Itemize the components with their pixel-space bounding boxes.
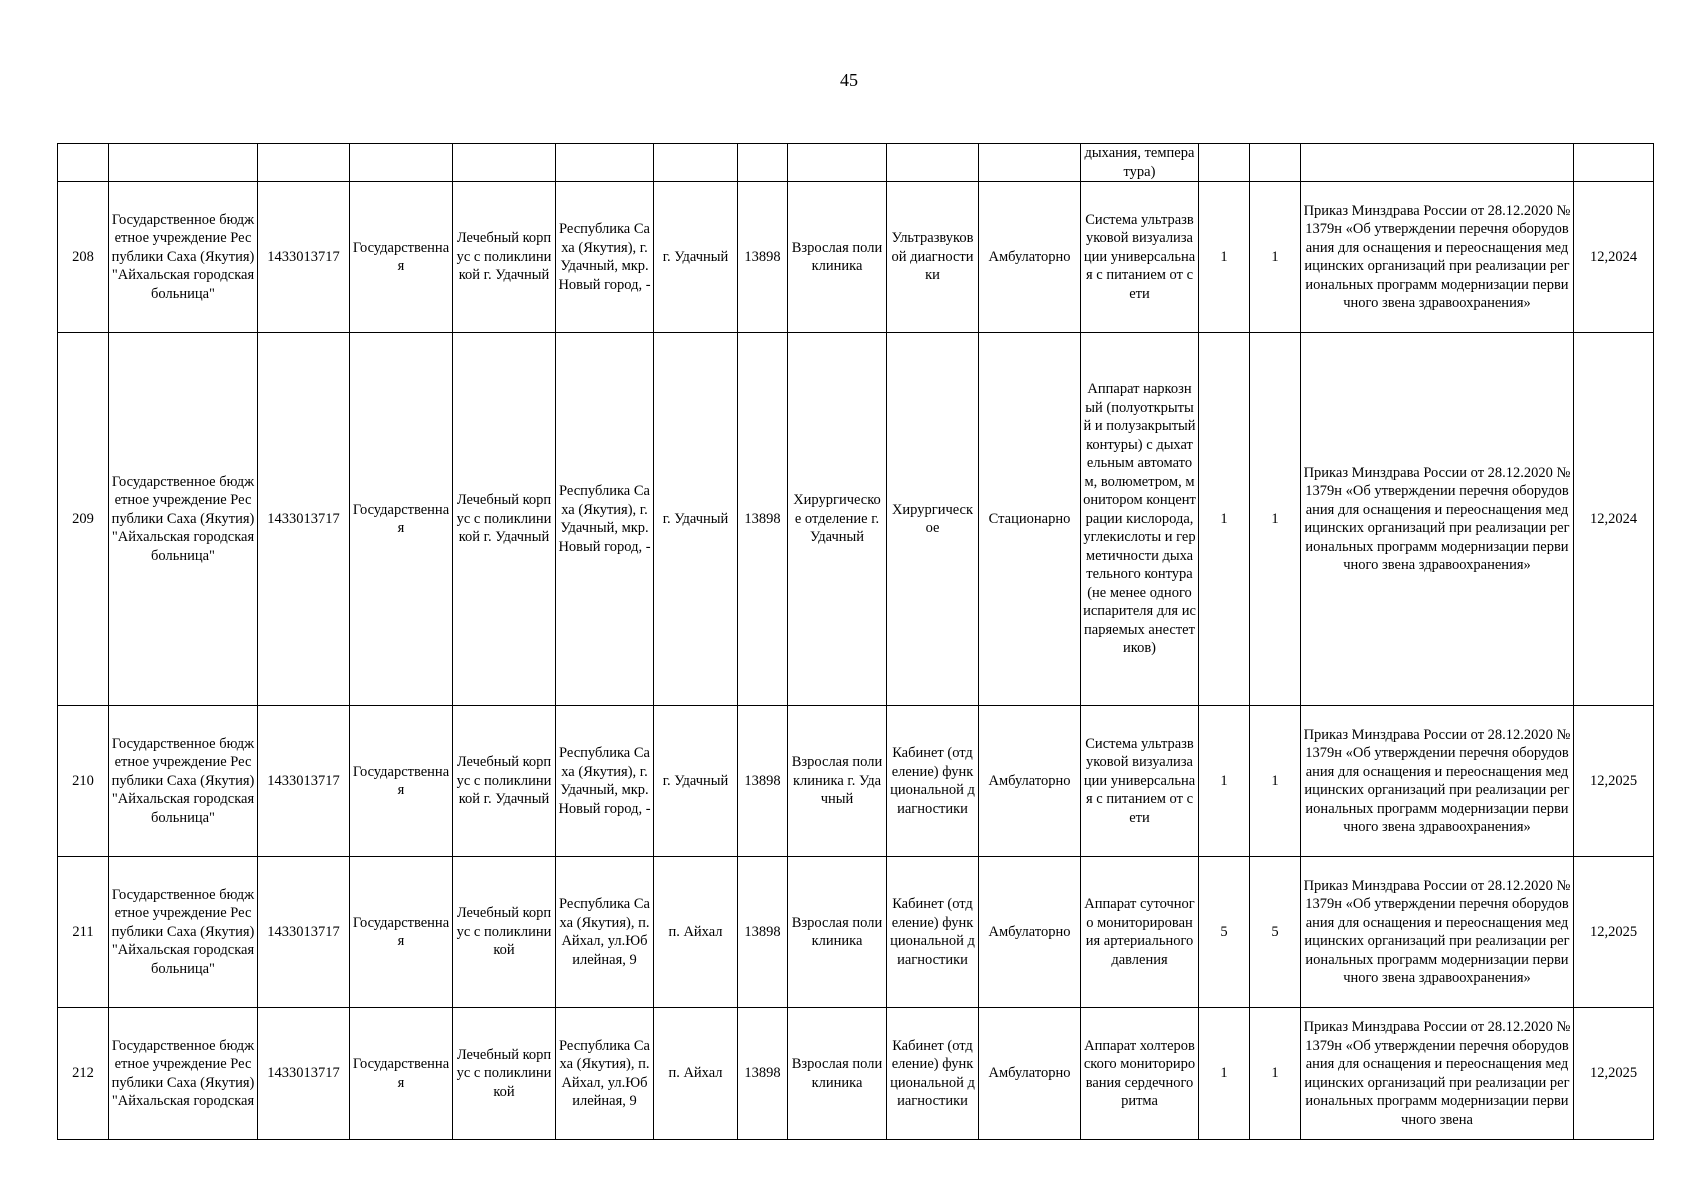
care-type-cell: Амбулаторно bbox=[979, 706, 1081, 857]
locality-cell: г. Удачный bbox=[654, 333, 738, 706]
equipment-cell: Аппарат холтеровского мониторирования сердечного ритма bbox=[1081, 1008, 1199, 1140]
care-type-cell: Стационарно bbox=[979, 333, 1081, 706]
address-cell: Республика Саха (Якутия), г. Удачный, мкр.Новый город, - bbox=[556, 182, 654, 333]
date-cell: 12,2025 bbox=[1574, 1008, 1654, 1140]
locality-cell: г. Удачный bbox=[654, 182, 738, 333]
profile-cell: Кабинет (отделение) функциональной диагностики bbox=[887, 857, 979, 1008]
building-cell: Лечебный корпус с поликлиникой г. Удачный bbox=[453, 706, 556, 857]
organization-cell: Государственное бюджетное учреждение Республики Саха (Якутия) "Айхальская городская больница" bbox=[109, 706, 258, 857]
population-cell: 13898 bbox=[738, 182, 788, 333]
quantity-cell: 1 bbox=[1199, 182, 1250, 333]
inn-cell: 1433013717 bbox=[258, 857, 350, 1008]
row-number-cell: 211 bbox=[58, 857, 109, 1008]
equipment-table bbox=[57, 143, 1654, 1140]
unit-cell: Взрослая поликлиника bbox=[788, 1008, 887, 1140]
equipment-cell: Система ультразвуковой визуализации универсальная с питанием от сети bbox=[1081, 182, 1199, 333]
table-row-continuation bbox=[58, 144, 1654, 182]
basis-cell: Приказ Минздрава России от 28.12.2020 № 1379н «Об утверждении перечня оборудования для оснащения и переоснащения медицинских организаций при реализации региональных программ модернизации первичного звена bbox=[1301, 1008, 1574, 1140]
building-cell: Лечебный корпус с поликлиникой г. Удачный bbox=[453, 333, 556, 706]
basis-cell: Приказ Минздрава России от 28.12.2020 № 1379н «Об утверждении перечня оборудования для оснащения и переоснащения медицинских организаций при реализации региональных программ модернизации первичного звена здравоохранения» bbox=[1301, 182, 1574, 333]
ownership-cell: Государственная bbox=[350, 706, 453, 857]
inn-cell: 1433013717 bbox=[258, 333, 350, 706]
equipment-cell: Система ультразвуковой визуализации универсальная с питанием от сети bbox=[1081, 706, 1199, 857]
quantity-cell: 5 bbox=[1199, 857, 1250, 1008]
date-cell: 12,2024 bbox=[1574, 182, 1654, 333]
locality-cell: г. Удачный bbox=[654, 706, 738, 857]
date-cell: 12,2024 bbox=[1574, 333, 1654, 706]
building-cell: Лечебный корпус с поликлиникой bbox=[453, 857, 556, 1008]
population-cell: 13898 bbox=[738, 333, 788, 706]
profile-cell: Кабинет (отделение) функциональной диагностики bbox=[887, 706, 979, 857]
date-cell: 12,2025 bbox=[1574, 857, 1654, 1008]
building-cell: Лечебный корпус с поликлиникой bbox=[453, 1008, 556, 1140]
page-number: 45 bbox=[840, 70, 858, 90]
table-row bbox=[58, 1008, 1654, 1140]
building-cell: Лечебный корпус с поликлиникой г. Удачный bbox=[453, 182, 556, 333]
care-type-cell: Амбулаторно bbox=[979, 857, 1081, 1008]
quantity-cell: 1 bbox=[1250, 182, 1301, 333]
population-cell: 13898 bbox=[738, 1008, 788, 1140]
unit-cell: Взрослая поликлиника г. Удачный bbox=[788, 706, 887, 857]
organization-cell: Государственное бюджетное учреждение Республики Саха (Якутия) "Айхальская городская больница" bbox=[109, 857, 258, 1008]
equipment-cell: Аппарат наркозный (полуоткрытый и полузакрытый контуры) с дыхательным автоматом, волюметром, монитором концентрации кислорода, углекислоты и герметичности дыхательного контура (не менее одного испарителя для испаряемых анестетиков) bbox=[1081, 333, 1199, 706]
ownership-cell: Государственная bbox=[350, 182, 453, 333]
date-cell: 12,2025 bbox=[1574, 706, 1654, 857]
quantity-cell: 1 bbox=[1199, 706, 1250, 857]
unit-cell: Взрослая поликлиника bbox=[788, 857, 887, 1008]
unit-cell: Взрослая поликлиника bbox=[788, 182, 887, 333]
quantity-cell: 1 bbox=[1250, 1008, 1301, 1140]
organization-cell: Государственное бюджетное учреждение Республики Саха (Якутия) "Айхальская городская bbox=[109, 1008, 258, 1140]
basis-cell: Приказ Минздрава России от 28.12.2020 № 1379н «Об утверждении перечня оборудования для оснащения и переоснащения медицинских организаций при реализации региональных программ модернизации первичного звена здравоохранения» bbox=[1301, 706, 1574, 857]
equipment-cell: Аппарат суточного мониторирования артериального давления bbox=[1081, 857, 1199, 1008]
population-cell: 13898 bbox=[738, 706, 788, 857]
quantity-cell: 1 bbox=[1250, 333, 1301, 706]
quantity-cell: 1 bbox=[1199, 1008, 1250, 1140]
organization-cell: Государственное бюджетное учреждение Республики Саха (Якутия) "Айхальская городская больница" bbox=[109, 182, 258, 333]
ownership-cell: Государственная bbox=[350, 1008, 453, 1140]
care-type-cell: Амбулаторно bbox=[979, 182, 1081, 333]
profile-cell: Хирургическое bbox=[887, 333, 979, 706]
table-row bbox=[58, 182, 1654, 333]
table-row bbox=[58, 333, 1654, 706]
address-cell: Республика Саха (Якутия), г. Удачный, мкр.Новый город, - bbox=[556, 706, 654, 857]
profile-cell: Кабинет (отделение) функциональной диагностики bbox=[887, 1008, 979, 1140]
table-row bbox=[58, 857, 1654, 1008]
inn-cell: 1433013717 bbox=[258, 1008, 350, 1140]
ownership-cell: Государственная bbox=[350, 333, 453, 706]
row-number-cell: 212 bbox=[58, 1008, 109, 1140]
ownership-cell: Государственная bbox=[350, 857, 453, 1008]
row-number-cell: 208 bbox=[58, 182, 109, 333]
row-number-cell: 209 bbox=[58, 333, 109, 706]
locality-cell: п. Айхал bbox=[654, 857, 738, 1008]
population-cell: 13898 bbox=[738, 857, 788, 1008]
unit-cell: Хирургическое отделение г. Удачный bbox=[788, 333, 887, 706]
inn-cell: 1433013717 bbox=[258, 182, 350, 333]
basis-cell: Приказ Минздрава России от 28.12.2020 № 1379н «Об утверждении перечня оборудования для оснащения и переоснащения медицинских организаций при реализации региональных программ модернизации первичного звена здравоохранения» bbox=[1301, 333, 1574, 706]
locality-cell: п. Айхал bbox=[654, 1008, 738, 1140]
organization-cell: Государственное бюджетное учреждение Республики Саха (Якутия) "Айхальская городская больница" bbox=[109, 333, 258, 706]
quantity-cell: 1 bbox=[1250, 706, 1301, 857]
equipment-cell: дыхания, температура) bbox=[1081, 144, 1199, 182]
quantity-cell: 5 bbox=[1250, 857, 1301, 1008]
care-type-cell: Амбулаторно bbox=[979, 1008, 1081, 1140]
inn-cell: 1433013717 bbox=[258, 706, 350, 857]
basis-cell: Приказ Минздрава России от 28.12.2020 № 1379н «Об утверждении перечня оборудования для оснащения и переоснащения медицинских организаций при реализации региональных программ модернизации первичного звена здравоохранения» bbox=[1301, 857, 1574, 1008]
address-cell: Республика Саха (Якутия), г. Удачный, мкр.Новый город, - bbox=[556, 333, 654, 706]
address-cell: Республика Саха (Якутия), п. Айхал, ул.Юбилейная, 9 bbox=[556, 857, 654, 1008]
table-row bbox=[58, 706, 1654, 857]
address-cell: Республика Саха (Якутия), п. Айхал, ул.Юбилейная, 9 bbox=[556, 1008, 654, 1140]
profile-cell: Ультразвуковой диагностики bbox=[887, 182, 979, 333]
row-number-cell: 210 bbox=[58, 706, 109, 857]
quantity-cell: 1 bbox=[1199, 333, 1250, 706]
